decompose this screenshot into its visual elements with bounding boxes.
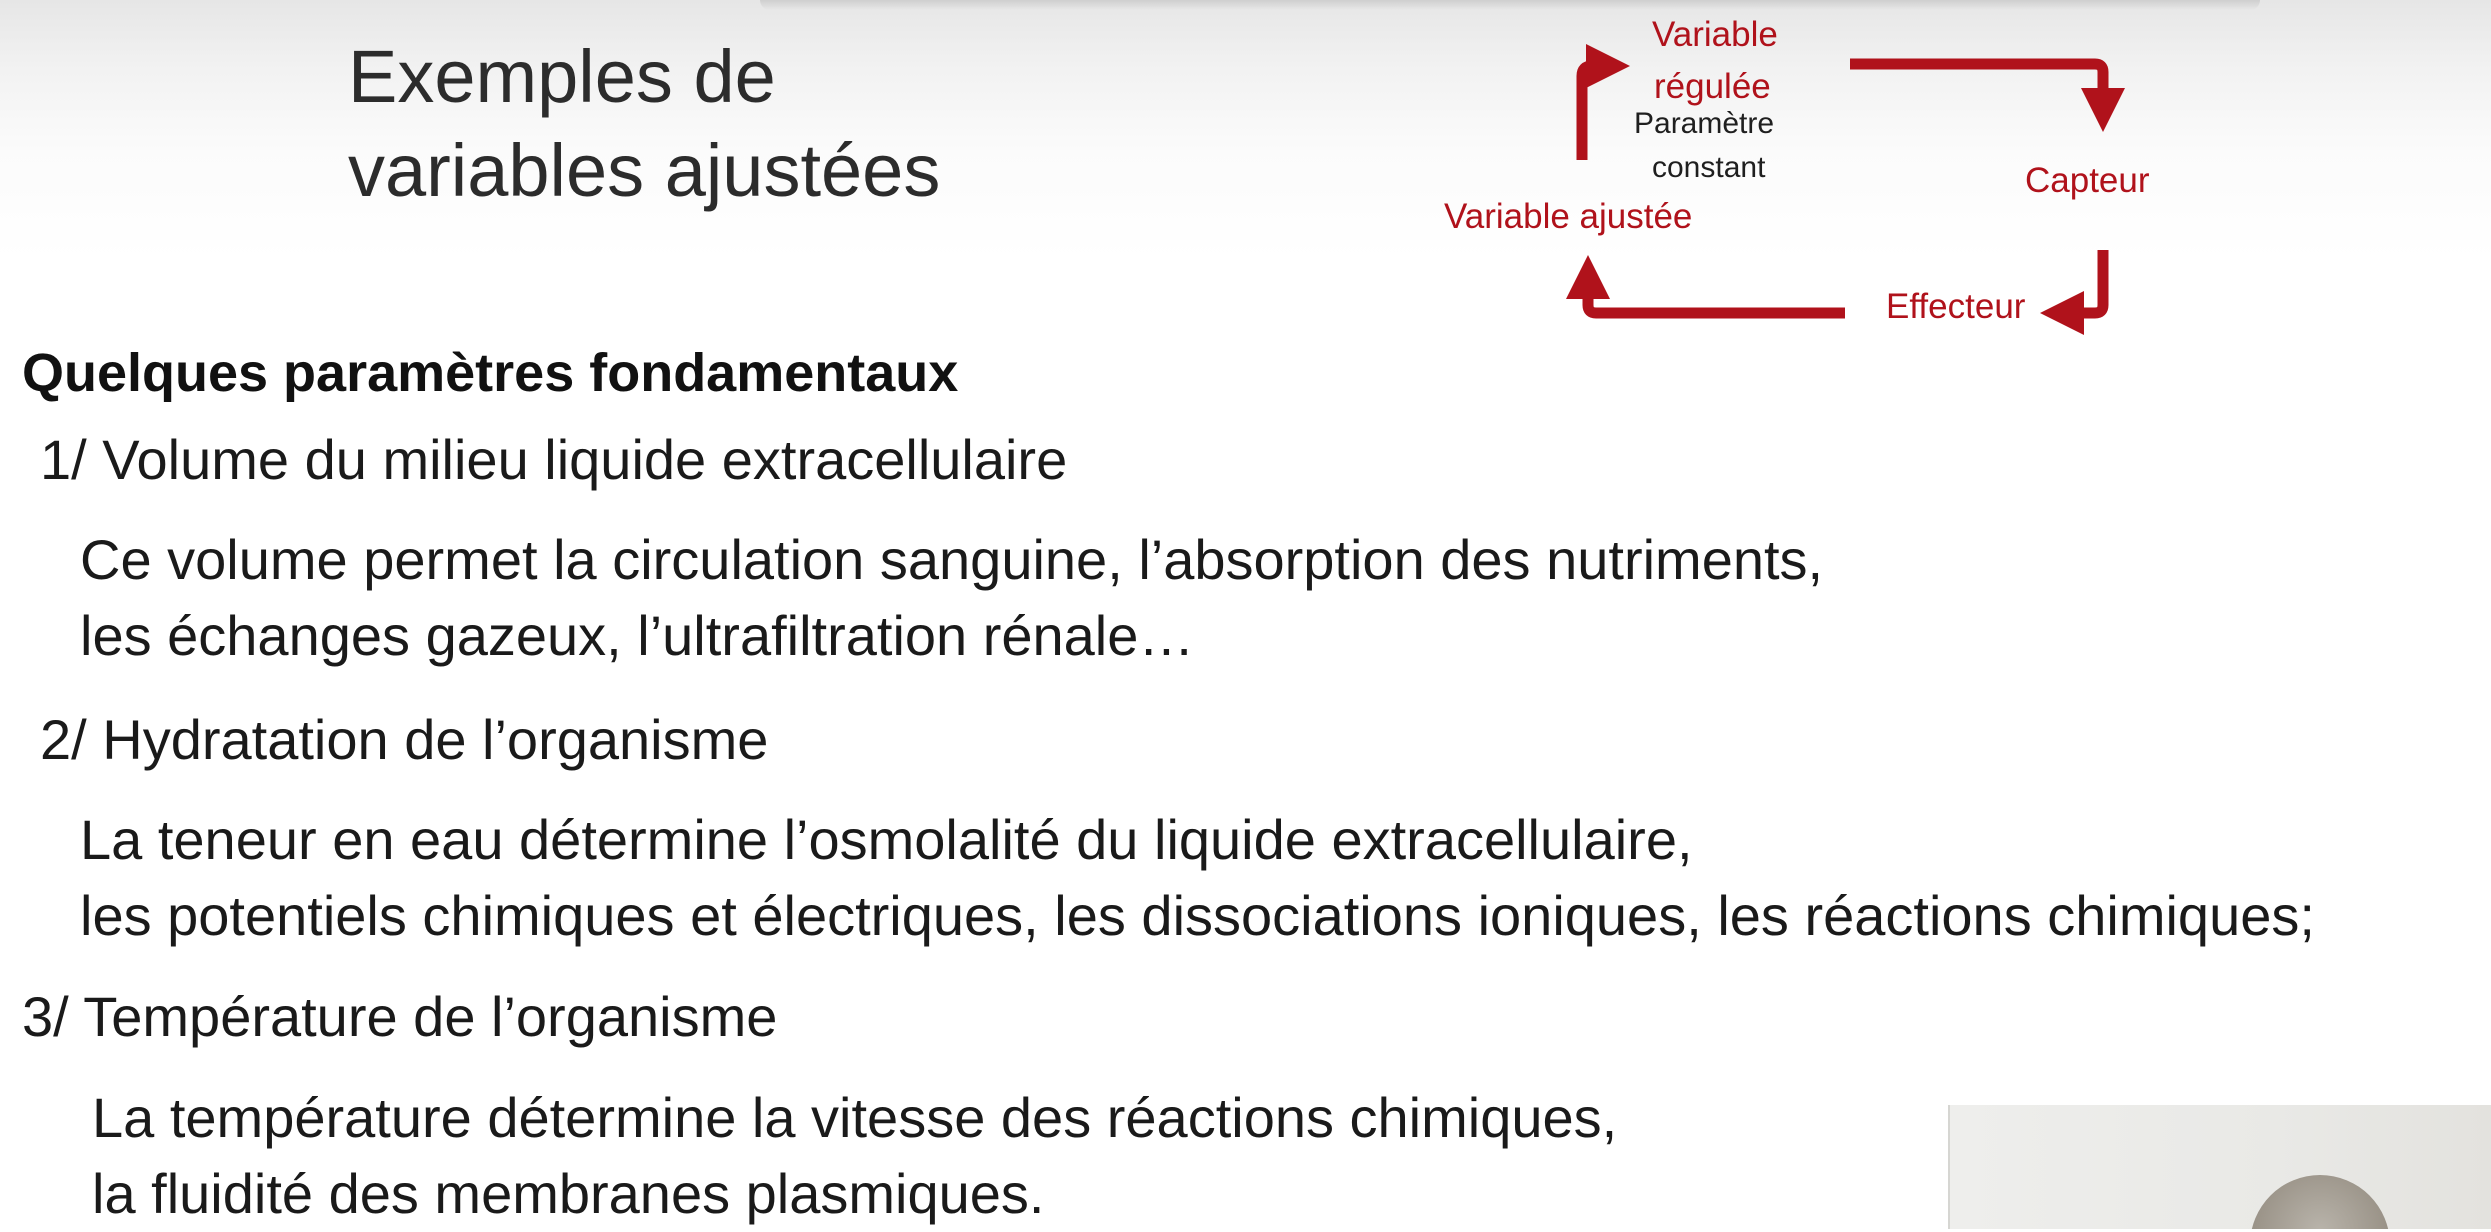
item-2-body <box>80 802 2315 954</box>
label-variable-regulee-1: Variable <box>1652 15 1778 54</box>
slide-title <box>348 30 940 218</box>
arrow-to-variable-ajustee <box>1588 277 1845 313</box>
label-constant: constant <box>1652 151 1766 184</box>
item-1-body <box>80 522 1823 674</box>
arrow-to-capteur <box>1850 64 2103 110</box>
item-3-title: 3/ Température de l’organisme <box>22 985 778 1048</box>
section-heading: Quelques paramètres fondamentaux <box>22 343 959 403</box>
item-3-body-line-1: La température détermine la vitesse des réactions chimiques, <box>92 1086 1618 1149</box>
item-3-body <box>92 1080 1617 1232</box>
arrow-to-effecteur <box>2062 250 2103 313</box>
item-3-body-line-2: la fluidité des membranes plasmiques. <box>92 1162 1045 1225</box>
item-2-title: 2/ Hydratation de l’organisme <box>40 708 769 771</box>
item-2-body-line-2: les potentiels chimiques et électriques, les dissociations ioniques, les réactions chimiques; <box>80 884 2315 947</box>
slide-title-line-2: variables ajustées <box>348 129 941 212</box>
label-parametre: Paramètre <box>1634 107 1775 140</box>
item-1-body-line-1: Ce volume permet la circulation sanguine, l’absorption des nutriments, <box>80 528 1824 591</box>
presenter-head <box>2250 1175 2390 1229</box>
webcam-overlay <box>1948 1105 2491 1229</box>
label-variable-ajustee: Variable ajustée <box>1444 197 1693 236</box>
arrow-to-variable-regulee <box>1582 66 1608 160</box>
item-2-body-line-1: La teneur en eau détermine l’osmolalité du liquide extracellulaire, <box>80 808 1693 871</box>
item-1-title: 1/ Volume du milieu liquide extracellulaire <box>40 428 1068 491</box>
label-effecteur: Effecteur <box>1886 287 2026 326</box>
item-1-body-line-2: les échanges gazeux, l’ultrafiltration rénale… <box>80 604 1195 667</box>
label-variable-regulee-2: régulée <box>1654 67 1771 106</box>
regulation-loop-diagram <box>1420 0 2200 340</box>
slide-title-line-1: Exemples de <box>348 35 776 118</box>
label-capteur: Capteur <box>2025 161 2150 200</box>
